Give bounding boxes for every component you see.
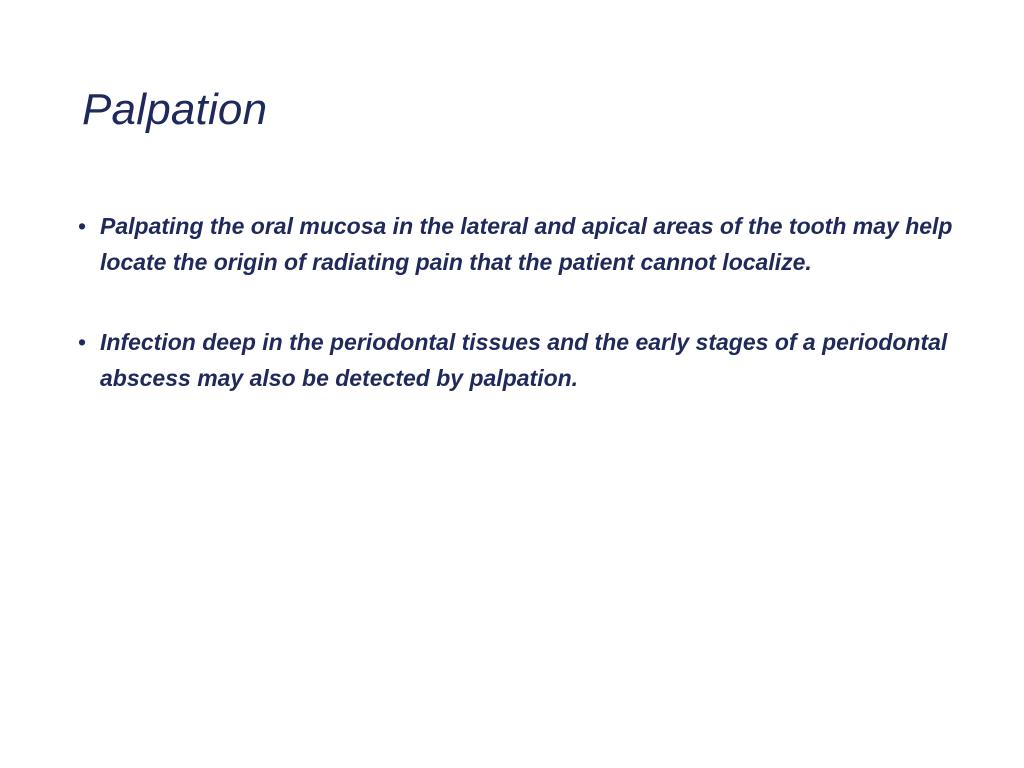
bullet-icon: • [78, 329, 87, 355]
bullet-item [78, 324, 958, 396]
bullet-item [78, 208, 958, 280]
bullet-list [78, 208, 958, 440]
bullet-text: Infection deep in the periodontal tissues and the early stages of a periodontal abscess may also be detected by palpation. [100, 329, 948, 391]
bullet-text: Palpating the oral mucosa in the lateral and apical areas of the tooth may help locate the origin of radiating pain that the patient cannot localize. [100, 213, 953, 275]
bullet-icon: • [78, 213, 87, 239]
slide-title: Palpation [82, 85, 268, 134]
